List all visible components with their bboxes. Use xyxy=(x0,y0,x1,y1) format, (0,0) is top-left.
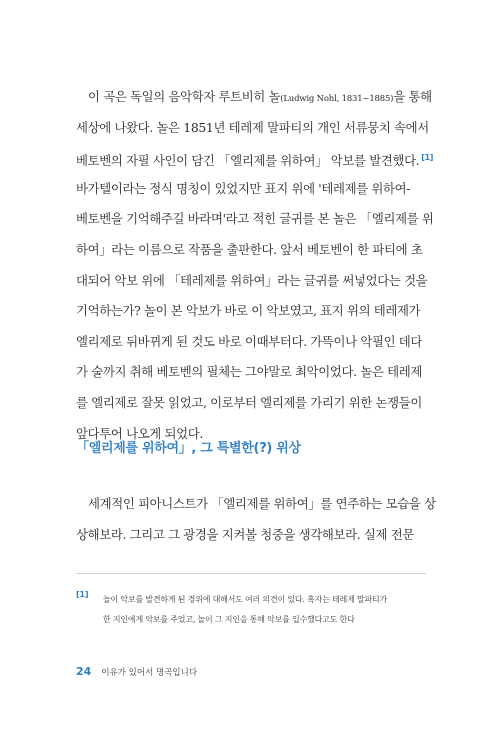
paragraph-line: 앞다투어 나오게 되었다. xyxy=(76,425,203,441)
paragraph-line: 상해보라. 그리고 그 광경을 지켜볼 청중을 생각해보라. 실제 전문 xyxy=(76,526,414,542)
paragraph-line: 대되어 악보 위에 「테레제를 위하여」라는 글귀를 써넣었다는 것을 xyxy=(76,272,428,288)
latin-name-run: (Ludwig Nohl, 1831~1885) xyxy=(280,94,394,104)
footnote-divider xyxy=(76,573,426,574)
paragraph-line: 가 술까지 취해 베토벤의 필체는 그야말로 최악이었다. 놀은 테레제 xyxy=(76,364,423,380)
paragraph-line: 를 엘리제로 잘못 읽었고, 이로부터 엘리제를 가리기 위한 논쟁들이 xyxy=(76,394,423,410)
paragraph-line: 엘리제로 뒤바뀌게 된 것도 바로 이때부터다. 가뜩이나 악필인 데다 xyxy=(76,333,423,349)
footnote-line: 놀이 악보를 발견하게 된 경위에 대해서도 여러 의견이 있다. 혹자는 테레제 말파티가 xyxy=(103,595,388,604)
paragraph-line xyxy=(76,82,432,113)
text-run: 베토벤의 자필 사인이 담긴 「엘리제를 위하여」 악보를 발견했다. xyxy=(76,153,420,169)
text-run: 을 통해 xyxy=(393,89,432,104)
footnote xyxy=(76,590,426,630)
paragraph-1 xyxy=(76,82,434,449)
paragraph-line xyxy=(76,143,434,174)
paragraph-2 xyxy=(76,489,436,550)
paragraph-line: 하여」라는 이름으로 작품을 출판한다. 앞서 베토벤이 한 파티에 초 xyxy=(76,241,423,257)
paragraph-line: 세상에 나왔다. 놀은 1851년 테레제 말파티의 개인 서류뭉치 속에서 xyxy=(76,119,429,135)
footnote-reference-mark[interactable]: [1] xyxy=(421,153,434,163)
page-footer xyxy=(76,665,197,678)
paragraph-line: 바가텔이라는 정식 명칭이 있었지만 표지 위에 '테레제를 위하여- xyxy=(76,180,411,196)
footnote-label: [1] xyxy=(76,590,89,599)
page-number: 24 xyxy=(76,665,92,678)
running-title: 이유가 있어서 명곡입니다 xyxy=(101,668,198,678)
paragraph-line: 세계적인 피아니스트가 「엘리제를 위하여」를 연주하는 모습을 상 xyxy=(88,496,436,511)
section-heading: 「엘리제를 위하여」, 그 특별한(?) 위상 xyxy=(76,441,301,456)
footnote-line: 한 지인에게 악보를 주었고, 놀이 그 지인을 통해 악보를 입수했다고도 한다 xyxy=(103,615,355,624)
paragraph-line: 베토벤을 기억해주길 바라며'라고 적힌 글귀를 본 놀은 「엘리제를 위 xyxy=(76,211,434,227)
paragraph-line: 기억하는가? 놀이 본 악보가 바로 이 악보였고, 표지 위의 테레제가 xyxy=(76,303,421,319)
text-run: 이 곡은 독일의 음악학자 루트비히 놀 xyxy=(88,89,281,104)
